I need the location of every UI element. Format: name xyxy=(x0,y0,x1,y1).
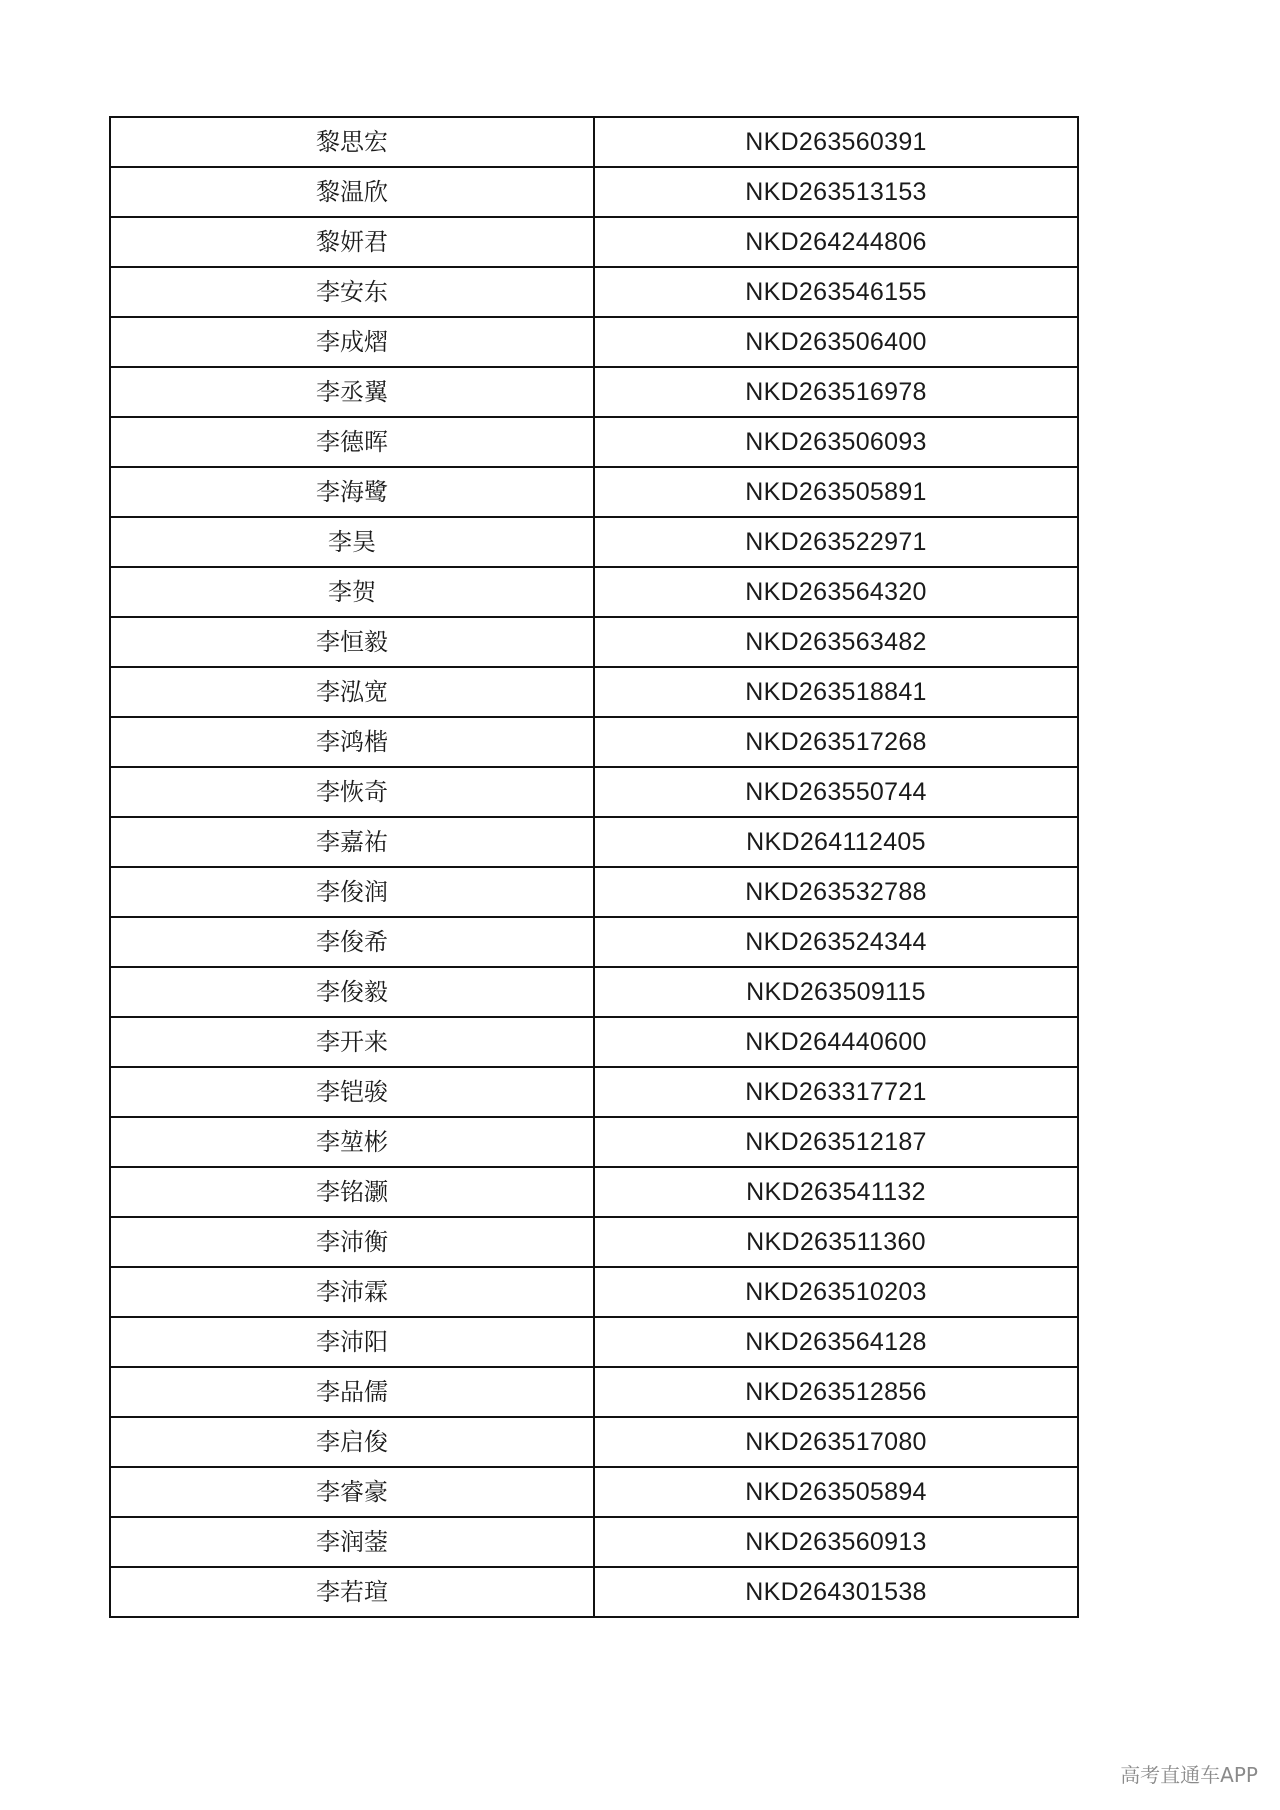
registration-id: NKD264244806 xyxy=(594,217,1078,267)
table-row xyxy=(110,1217,1078,1267)
student-name: 李成熠 xyxy=(110,317,594,367)
table-row xyxy=(110,167,1078,217)
student-name: 李泓宽 xyxy=(110,667,594,717)
table-row xyxy=(110,417,1078,467)
table-row xyxy=(110,467,1078,517)
registration-id: NKD263563482 xyxy=(594,617,1078,667)
registration-id: NKD263524344 xyxy=(594,917,1078,967)
table-row xyxy=(110,1267,1078,1317)
student-name: 李铠骏 xyxy=(110,1067,594,1117)
registration-id: NKD263517080 xyxy=(594,1417,1078,1467)
registration-id: NKD263517268 xyxy=(594,717,1078,767)
registration-id: NKD263564320 xyxy=(594,567,1078,617)
registration-id: NKD263506093 xyxy=(594,417,1078,467)
registration-id: NKD263550744 xyxy=(594,767,1078,817)
table-row xyxy=(110,617,1078,667)
student-name: 李润蓥 xyxy=(110,1517,594,1567)
registration-id: NKD263317721 xyxy=(594,1067,1078,1117)
watermark-text: 高考直通车APP xyxy=(1120,1763,1258,1787)
table-row xyxy=(110,217,1078,267)
table-row xyxy=(110,667,1078,717)
roster-table xyxy=(109,116,1079,1618)
student-name: 李德晖 xyxy=(110,417,594,467)
student-name: 李沛霖 xyxy=(110,1267,594,1317)
registration-id: NKD263541132 xyxy=(594,1167,1078,1217)
student-name: 李安东 xyxy=(110,267,594,317)
registration-id: NKD263564128 xyxy=(594,1317,1078,1367)
student-name: 李品儒 xyxy=(110,1367,594,1417)
table-row xyxy=(110,1517,1078,1567)
student-name: 李沛阳 xyxy=(110,1317,594,1367)
student-name: 李启俊 xyxy=(110,1417,594,1467)
table-row xyxy=(110,1417,1078,1467)
registration-id: NKD263560913 xyxy=(594,1517,1078,1567)
registration-id: NKD263518841 xyxy=(594,667,1078,717)
student-name: 黎思宏 xyxy=(110,117,594,167)
student-name: 李丞翼 xyxy=(110,367,594,417)
table-row xyxy=(110,1067,1078,1117)
registration-id: NKD264301538 xyxy=(594,1567,1078,1617)
registration-id: NKD264440600 xyxy=(594,1017,1078,1067)
student-name: 李沛衡 xyxy=(110,1217,594,1267)
table-row xyxy=(110,517,1078,567)
table-row xyxy=(110,967,1078,1017)
table-row xyxy=(110,567,1078,617)
student-name: 李贺 xyxy=(110,567,594,617)
table-row xyxy=(110,817,1078,867)
table-row xyxy=(110,867,1078,917)
table-row xyxy=(110,1367,1078,1417)
roster-table-body xyxy=(110,117,1078,1617)
registration-id: NKD263509115 xyxy=(594,967,1078,1017)
table-row xyxy=(110,1017,1078,1067)
student-name: 李海鹭 xyxy=(110,467,594,517)
student-name: 李恢奇 xyxy=(110,767,594,817)
registration-id: NKD263546155 xyxy=(594,267,1078,317)
registration-id: NKD263512187 xyxy=(594,1117,1078,1167)
registration-id: NKD263505891 xyxy=(594,467,1078,517)
table-row xyxy=(110,1567,1078,1617)
table-row xyxy=(110,267,1078,317)
student-name: 李嘉祐 xyxy=(110,817,594,867)
table-row xyxy=(110,1117,1078,1167)
table-row xyxy=(110,117,1078,167)
student-name: 李鸿楷 xyxy=(110,717,594,767)
student-name: 黎妍君 xyxy=(110,217,594,267)
registration-id: NKD263532788 xyxy=(594,867,1078,917)
student-name: 李恒毅 xyxy=(110,617,594,667)
registration-id: NKD263560391 xyxy=(594,117,1078,167)
registration-id: NKD263512856 xyxy=(594,1367,1078,1417)
student-name: 李俊润 xyxy=(110,867,594,917)
student-name: 李俊希 xyxy=(110,917,594,967)
registration-id: NKD263506400 xyxy=(594,317,1078,367)
table-row xyxy=(110,317,1078,367)
registration-id: NKD263511360 xyxy=(594,1217,1078,1267)
registration-id: NKD263522971 xyxy=(594,517,1078,567)
registration-id: NKD263516978 xyxy=(594,367,1078,417)
student-name: 李开来 xyxy=(110,1017,594,1067)
student-name: 李俊毅 xyxy=(110,967,594,1017)
table-row xyxy=(110,1317,1078,1367)
registration-id: NKD263505894 xyxy=(594,1467,1078,1517)
student-name: 李昊 xyxy=(110,517,594,567)
table-row xyxy=(110,367,1078,417)
table-row xyxy=(110,1167,1078,1217)
student-name: 李若瑄 xyxy=(110,1567,594,1617)
registration-id: NKD263510203 xyxy=(594,1267,1078,1317)
registration-id: NKD264112405 xyxy=(594,817,1078,867)
student-name: 李睿豪 xyxy=(110,1467,594,1517)
table-row xyxy=(110,717,1078,767)
table-row xyxy=(110,767,1078,817)
table-row xyxy=(110,917,1078,967)
student-name: 黎温欣 xyxy=(110,167,594,217)
student-name: 李铭灏 xyxy=(110,1167,594,1217)
table-row xyxy=(110,1467,1078,1517)
student-name: 李堃彬 xyxy=(110,1117,594,1167)
registration-id: NKD263513153 xyxy=(594,167,1078,217)
